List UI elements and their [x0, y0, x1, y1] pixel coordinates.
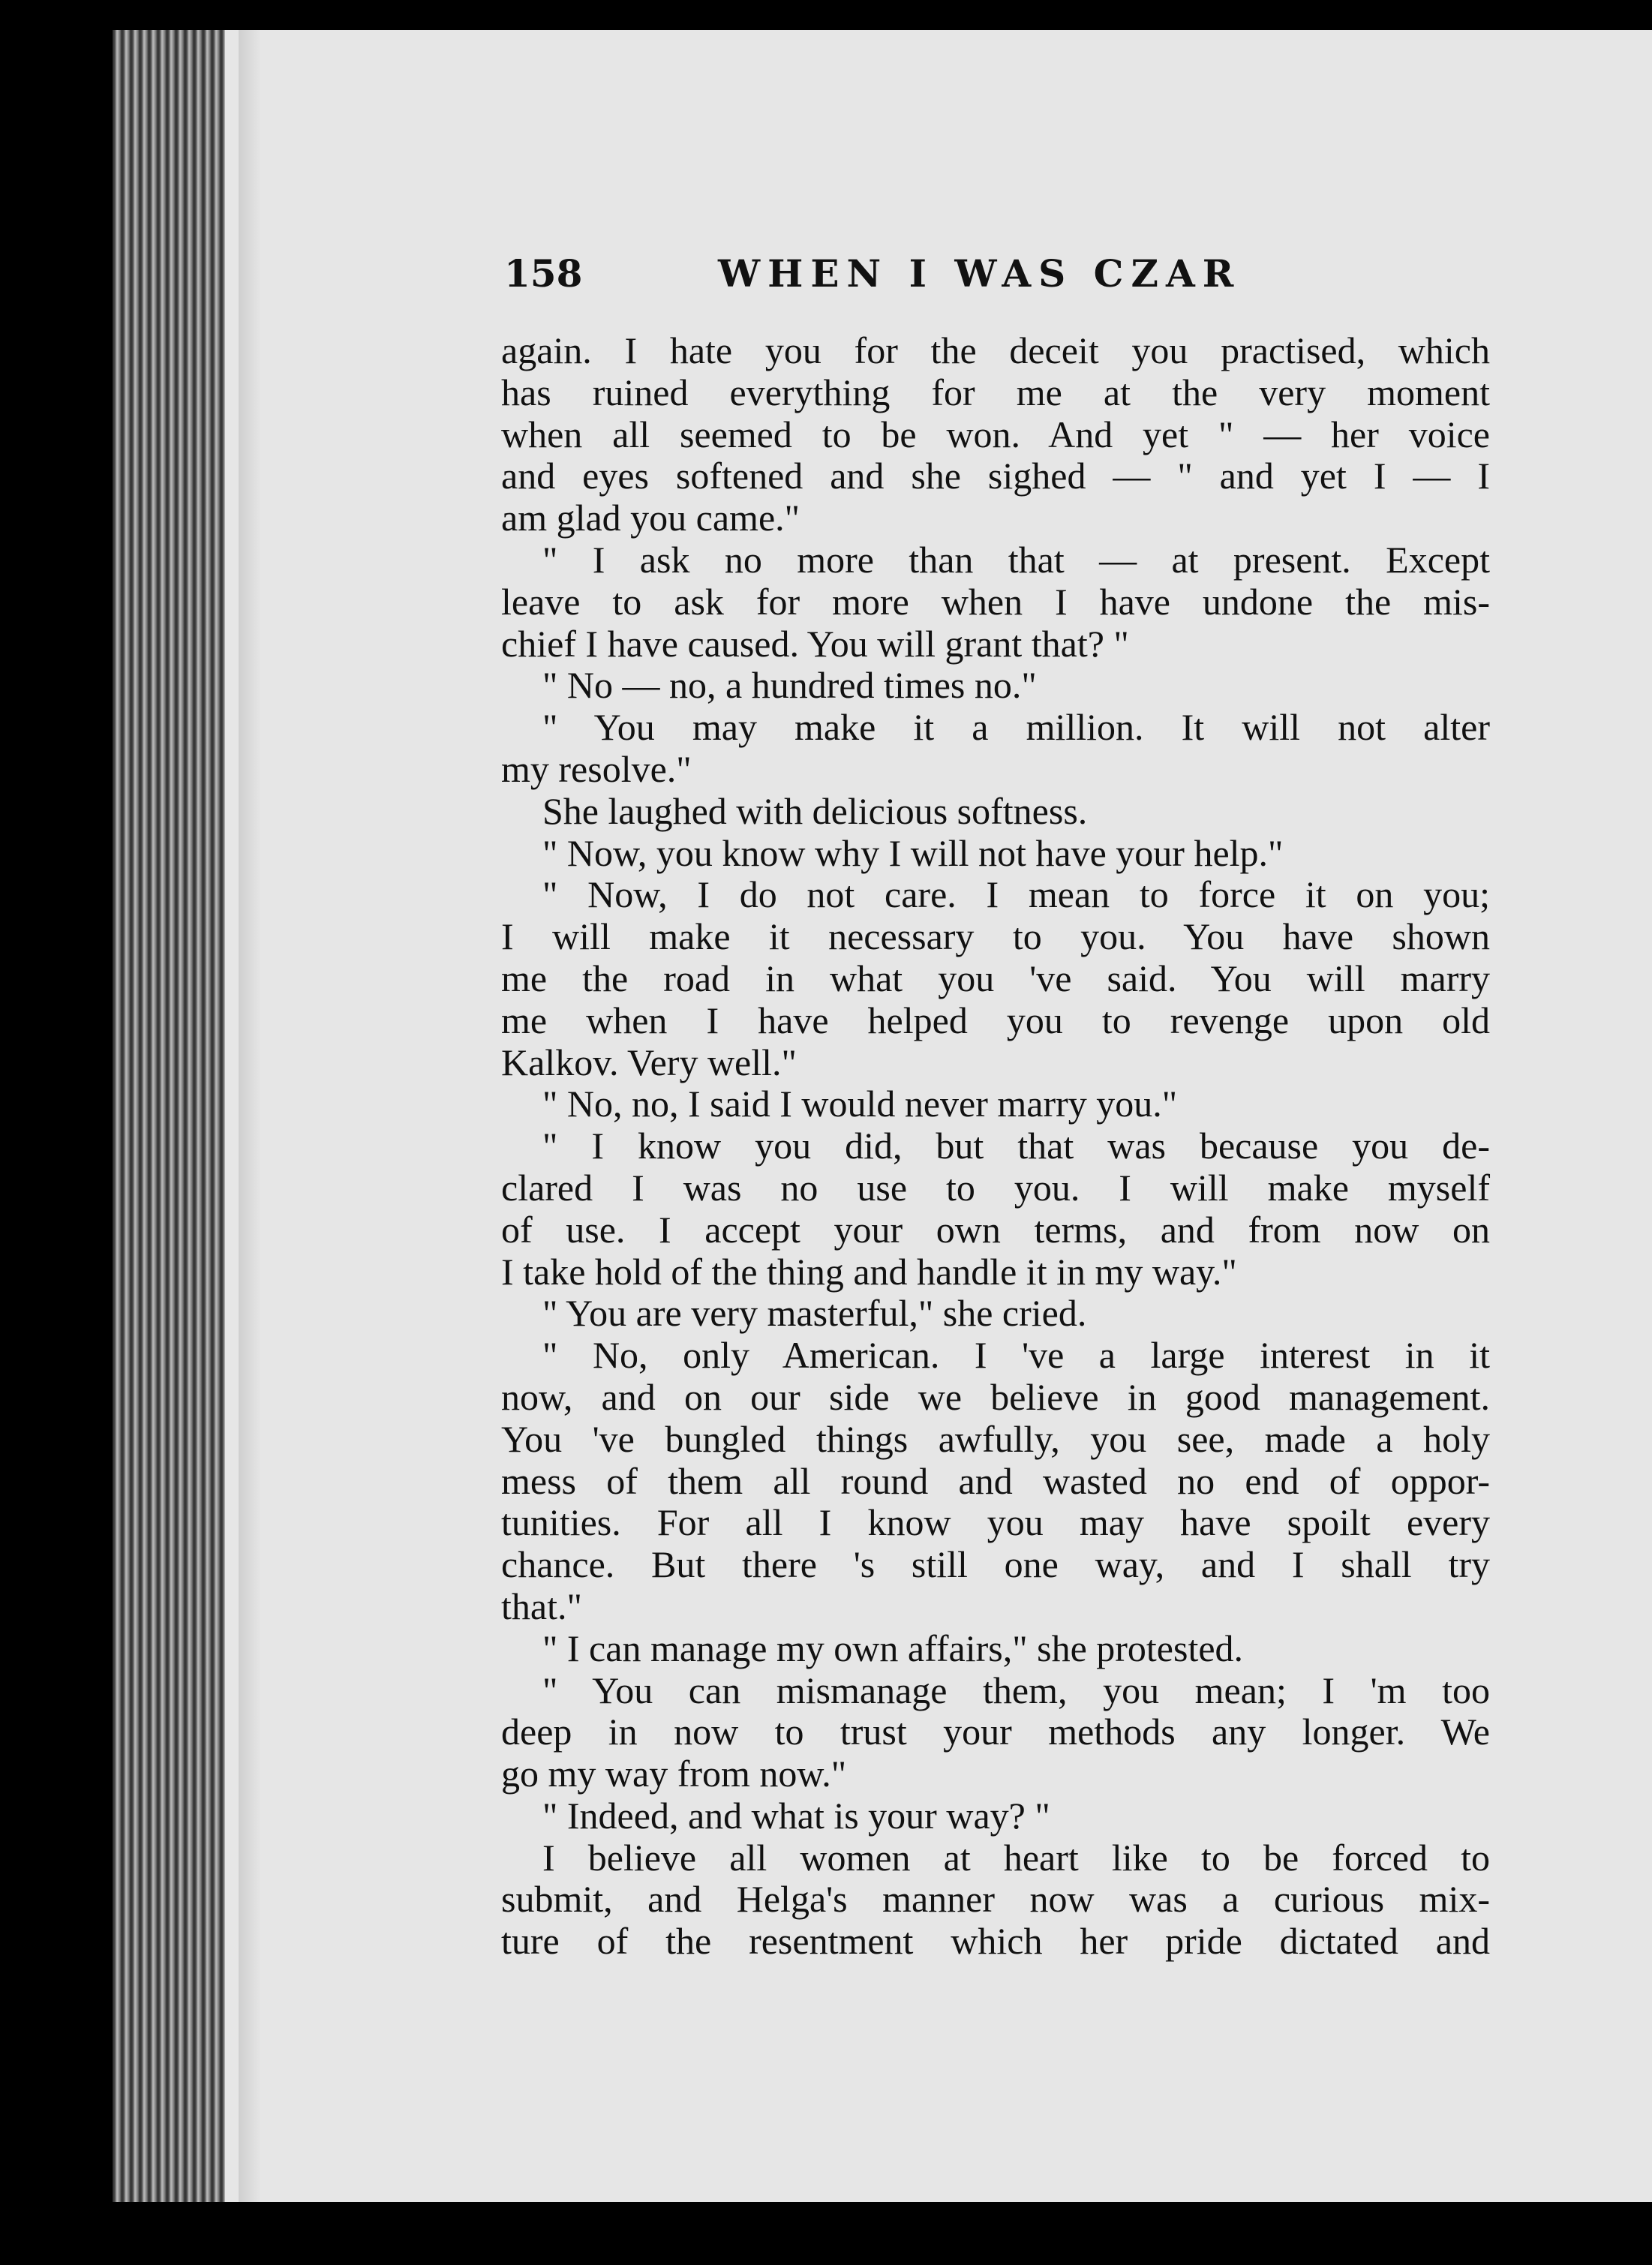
- text-line: I take hold of the thing and handle it in my way.": [501, 1250, 1237, 1293]
- text-line: ture of the resentment which her pride dictated and: [501, 1920, 1490, 1963]
- text-line: leave to ask for more when I have undone the mis-: [501, 580, 1490, 623]
- text-line: when all seemed to be won. And yet " — her voice: [501, 413, 1490, 455]
- text-line: " Indeed, and what is your way? ": [542, 1794, 1050, 1837]
- text-line: deep in now to trust your methods any longer. We: [501, 1711, 1490, 1753]
- text-line: " No, no, I said I would never marry you.": [542, 1083, 1178, 1125]
- text-line: " Now, you know why I will not have your help.": [542, 831, 1284, 874]
- text-line: mess of them all round and wasted no end of oppor-: [501, 1459, 1490, 1502]
- text-line: submit, and Helga's manner now was a curious mix-: [501, 1878, 1490, 1921]
- text-line: She laughed with delicious softness.: [542, 789, 1088, 832]
- text-line: now, and on our side we believe in good management.: [501, 1375, 1490, 1418]
- text-line: " You are very masterful," she cried.: [542, 1292, 1087, 1335]
- text-line: " No — no, a hundred times no.": [542, 664, 1037, 707]
- text-line: " I can manage my own affairs," she protested.: [542, 1627, 1244, 1669]
- text-line: " You can mismanage them, you mean; I 'm too: [542, 1669, 1490, 1711]
- text-line: has ruined everything for me at the very moment: [501, 371, 1490, 413]
- text-line: You 've bungled things awfully, you see, made a holy: [501, 1417, 1490, 1460]
- text-line: tunities. For all I know you may have spoilt every: [501, 1501, 1490, 1544]
- text-line: chief I have caused. You will grant that? ": [501, 622, 1129, 665]
- text-line: my resolve.": [501, 747, 692, 790]
- text-line: chance. But there 's still one way, and I shall try: [501, 1543, 1490, 1586]
- text-line: and eyes softened and she sighed — " and yet I — I: [501, 455, 1490, 497]
- text-line: " You may make it a million. It will not alter: [542, 706, 1490, 749]
- text-line: I will make it necessary to you. You have shown: [501, 915, 1490, 958]
- text-line: " Now, I do not care. I mean to force it on you;: [542, 873, 1490, 916]
- text-line: Kalkov. Very well.": [501, 1041, 797, 1083]
- running-title: WHEN I WAS CZAR: [718, 251, 1242, 296]
- text-line: " I ask no more than that — at present. Except: [542, 538, 1490, 581]
- text-line: me when I have helped you to revenge upon old: [501, 999, 1490, 1041]
- text-line: am glad you came.": [501, 497, 800, 539]
- text-line: of use. I accept your own terms, and from now on: [501, 1208, 1490, 1251]
- text-line: I believe all women at heart like to be forced to: [542, 1836, 1490, 1879]
- text-line: that.": [501, 1585, 582, 1627]
- body-text: [501, 330, 1490, 1963]
- spine-shadow: [239, 30, 261, 2202]
- page-number: 158: [504, 251, 583, 296]
- text-line: again. I hate you for the deceit you practised, which: [501, 329, 1490, 371]
- text-line: " No, only American. I 've a large interest in it: [542, 1334, 1490, 1377]
- text-line: me the road in what you 've said. You will marry: [501, 957, 1490, 999]
- text-line: go my way from now.": [501, 1753, 847, 1795]
- text-line: clared I was no use to you. I will make myself: [501, 1166, 1490, 1209]
- text-line: " I know you did, but that was because you de-: [542, 1125, 1490, 1167]
- page-header: [504, 244, 1284, 304]
